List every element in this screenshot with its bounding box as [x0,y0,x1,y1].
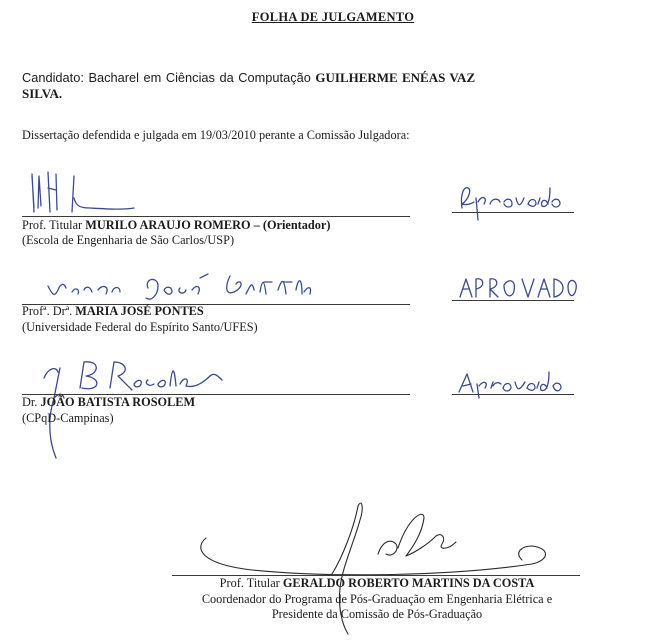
coordinator-role-line: Coordenador do Programa de Pós-Graduação em Engenharia Elétrica e [201,592,553,606]
examiner-3-institution: (CPqD-Campinas) [22,411,114,425]
signature-examiner-1 [28,168,138,221]
vote-line-3 [452,394,574,395]
coordinator-name: GERALDO ROBERTO MARTINS DA COSTA [282,576,535,590]
vote-line-2 [452,300,574,301]
examiner-1-name-line [22,218,330,233]
candidate-prefix: Candidato: Bacharel em Ciências da Computação [22,70,316,85]
candidate-line-2 [22,86,62,102]
candidate-name-part1: GUILHERME ENÉAS VAZ [315,70,476,85]
vote-examiner-1 [454,180,574,227]
coordinator-name-line [112,576,642,591]
examiner-1-name: MURILO ARAUJO ROMERO [85,218,251,232]
vote-line-1 [452,212,574,213]
coordinator-title: Prof. Titular [219,576,283,590]
examiner-3-name: JOÃO BATISTA ROSOLEM [40,395,196,409]
defense-statement: Dissertação defendida e julgada em 19/03/2010 perante a Comissão Julgadora: [22,128,410,142]
examiner-1-role: – (Orientador) [250,218,331,232]
candidate-line [22,70,475,86]
examiner-2-name: MARIA JOSÉ PONTES [75,304,204,318]
vote-examiner-3 [455,368,575,403]
examiner-1-title: Prof. Titular [22,218,86,232]
examiner-2-institution: (Universidade Federal do Espírito Santo/UFES) [22,320,258,334]
examiner-3-title: Dr. [22,395,41,409]
examiner-1-institution: (Escola de Engenharia de São Carlos/USP) [22,233,235,247]
examiner-2-title: Profª. Drª. [22,304,76,318]
examiner-3-name-line [22,395,195,410]
vote-examiner-2 [456,275,576,306]
examiner-2-name-line [22,304,204,319]
page-title: FOLHA DE JULGAMENTO [251,10,415,24]
candidate-name-part2: SILVA. [22,86,63,101]
coordinator-role-line-2: Presidente da Comissão de Pós-Graduação [271,607,483,621]
signature-line-1 [22,216,410,217]
